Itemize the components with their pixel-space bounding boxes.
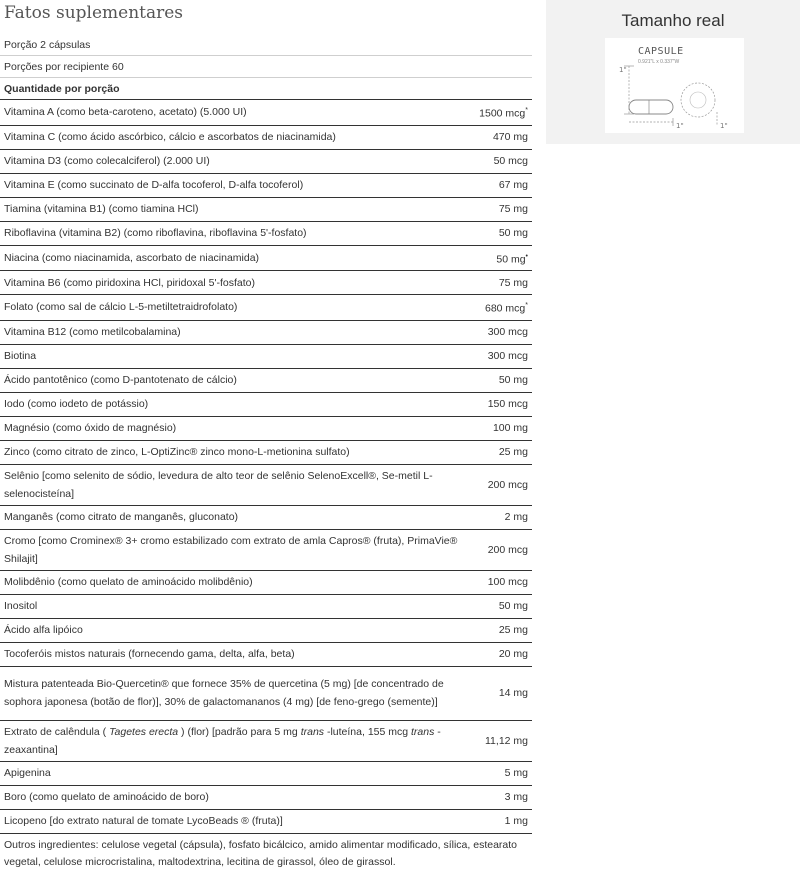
nutrient-name: Cromo [como Crominex® 3+ cromo estabilizado com extrato de amla Capros® (fruta), PrimaVie® Shilajit]	[0, 529, 462, 570]
nutrient-name: Apigenina	[0, 761, 462, 785]
nutrient-amount	[462, 529, 532, 570]
footnote-mark: •	[525, 252, 528, 260]
nutrient-name: Vitamina B6 (como piridoxina HCl, piridoxal 5'-fosfato)	[0, 271, 462, 295]
nutrient-amount	[462, 320, 532, 344]
servings-per-container: Porções por recipiente 60	[0, 56, 532, 78]
nutrient-name: Zinco (como citrato de zinco, L-OptiZinc® zinco mono-L-metionina sulfato)	[0, 440, 462, 464]
nutrient-row	[0, 295, 532, 321]
nutrient-amount	[462, 368, 532, 392]
nutrient-row	[0, 720, 532, 761]
nutrient-row	[0, 785, 532, 809]
footnote-mark: *	[525, 107, 528, 114]
nutrient-name: Tiamina (vitamina B1) (como tiamina HCl)	[0, 197, 462, 221]
capsule-end-icon	[681, 83, 715, 117]
nutrient-amount	[462, 149, 532, 173]
nutrient-name: Extrato de calêndula ( Tagetes erecta ) (flor) [padrão para 5 mg trans -luteína, 155 mcg trans -zeaxantina]	[0, 720, 462, 761]
nutrient-amount	[462, 570, 532, 594]
nutrient-amount	[462, 809, 532, 833]
dim-side-label: 1"	[619, 66, 627, 74]
nutrient-amount	[462, 618, 532, 642]
nutrient-name: Vitamina C (como ácido ascórbico, cálcio e ascorbatos de niacinamida)	[0, 125, 462, 149]
nutrient-name: Selênio [como selenito de sódio, levedura de alto teor de selênio SelenoExcell®, Se-metil L-selenocisteína]	[0, 464, 462, 505]
nutrient-name: Vitamina D3 (como colecalciferol) (2.000 UI)	[0, 149, 462, 173]
amount-value: 100 mcg	[487, 576, 528, 588]
nutrient-amount	[462, 344, 532, 368]
nutrient-amount	[462, 392, 532, 416]
nutrient-amount	[462, 173, 532, 197]
amount-value: 2 mg	[504, 511, 528, 523]
actual-size-title: Tamanho real	[621, 11, 725, 30]
amount-value: 3 mg	[504, 791, 528, 803]
nutrient-name: Ácido pantotênico (como D-pantotenato de cálcio)	[0, 368, 462, 392]
nutrient-name: Licopeno [do extrato natural de tomate LycoBeads ® (fruta)]	[0, 809, 462, 833]
amount-value: 20 mg	[498, 648, 528, 660]
amount-value: 300 mcg	[487, 326, 528, 338]
amount-value: 50 mcg	[493, 155, 528, 167]
nutrient-row	[0, 368, 532, 392]
amount-value: 25 mg	[498, 446, 528, 458]
nutrient-name: Biotina	[0, 344, 462, 368]
actual-size-panel	[546, 0, 800, 144]
amount-value: 11,12 mg	[485, 734, 528, 747]
nutrient-name: Magnésio (como óxido de magnésio)	[0, 416, 462, 440]
nutrient-row	[0, 392, 532, 416]
nutrient-name: Iodo (como iodeto de potássio)	[0, 392, 462, 416]
amount-value: 1500 mcg	[479, 107, 526, 120]
facts-title: Fatos suplementares	[4, 3, 184, 23]
nutrient-row	[0, 464, 532, 505]
nutrient-amount	[462, 197, 532, 221]
amount-value: 5 mg	[504, 767, 528, 779]
nutrient-amount	[462, 295, 532, 321]
amount-value: 1 mg	[504, 815, 528, 827]
capsule-illustration	[605, 38, 744, 133]
nutrient-amount	[462, 761, 532, 785]
nutrient-name: Niacina (como niacinamida, ascorbato de niacinamida)	[0, 245, 462, 271]
nutrient-row	[0, 570, 532, 594]
nutrient-name: Molibdênio (como quelato de aminoácido molibdênio)	[0, 570, 462, 594]
amount-value: 75 mg	[498, 276, 528, 289]
amount-value: 50 mg	[498, 227, 528, 239]
amount-value: 67 mg	[498, 179, 528, 191]
capsule-pill-icon	[629, 100, 673, 114]
nutrient-row	[0, 221, 532, 245]
nutrient-row	[0, 809, 532, 833]
nutrient-amount	[462, 440, 532, 464]
nutrient-row	[0, 529, 532, 570]
nutrient-row	[0, 245, 532, 271]
nutrient-amount	[462, 271, 532, 295]
nutrient-row	[0, 173, 532, 197]
nutrient-row	[0, 416, 532, 440]
nutrient-name: Mistura patenteada Bio-Quercetin® que fornece 35% de quercetina (5 mg) [de concentrado de sophora japonesa (botão de flor)], 30% de galactomananos (4 mg) [de feno-grego (semente)]	[0, 666, 462, 720]
nutrient-amount	[462, 100, 532, 125]
nutrient-amount	[462, 464, 532, 505]
nutrient-amount	[462, 642, 532, 666]
nutrient-row	[0, 100, 532, 125]
nutrient-row	[0, 149, 532, 173]
amount-value: 680 mcg	[484, 302, 526, 315]
amount-value: 470 mg	[492, 131, 528, 143]
nutrient-name: Ácido alfa lipóico	[0, 618, 462, 642]
nutrient-row	[0, 271, 532, 295]
nutrient-name: Tocoferóis mistos naturais (fornecendo gama, delta, alfa, beta)	[0, 642, 462, 666]
nutrient-row	[0, 320, 532, 344]
nutrient-amount	[462, 125, 532, 149]
capsule-dimensions: 0.921"L x 0.337"W	[638, 59, 680, 65]
amount-value: 14 mg	[498, 687, 528, 699]
amount-value: 200 mcg	[487, 478, 528, 491]
nutrient-row	[0, 666, 532, 720]
nutrient-name: Vitamina E (como succinato de D-alfa tocoferol, D-alfa tocoferol)	[0, 173, 462, 197]
nutrient-row	[0, 642, 532, 666]
nutrient-amount	[462, 666, 532, 720]
nutrient-name: Inositol	[0, 594, 462, 618]
nutrient-row	[0, 197, 532, 221]
dim-width-label: 1"	[720, 122, 728, 130]
nutrient-row	[0, 594, 532, 618]
nutrient-amount	[462, 594, 532, 618]
nutrient-table	[0, 100, 532, 834]
footnote-mark: *	[525, 302, 528, 309]
nutrient-amount	[462, 720, 532, 761]
amount-value: 50 mg	[498, 374, 528, 386]
nutrient-amount	[462, 785, 532, 809]
nutrient-row	[0, 505, 532, 529]
nutrient-name: Vitamina A (como beta-caroteno, acetato) (5.000 UI)	[0, 100, 462, 125]
amount-value: 50 mg	[498, 600, 528, 612]
other-ingredients: Outros ingredientes: celulose vegetal (cápsula), fosfato bicálcico, amido alimentar modificado, sílica, estearato vegetal, celulose microcristalina, maltodextrina, lecitina de girassol, óleo de girassol.	[4, 838, 518, 868]
amount-value: 200 mcg	[487, 543, 528, 556]
nutrient-row	[0, 618, 532, 642]
nutrient-name: Manganês (como citrato de manganês, gluconato)	[0, 505, 462, 529]
nutrient-amount	[462, 505, 532, 529]
nutrient-row	[0, 440, 532, 464]
nutrient-row	[0, 761, 532, 785]
nutrient-name: Boro (como quelato de aminoácido de boro)	[0, 785, 462, 809]
amount-value: 50 mg	[496, 253, 526, 265]
nutrient-row	[0, 344, 532, 368]
amount-value: 25 mg	[498, 624, 528, 636]
nutrient-name: Riboflavina (vitamina B2) (como riboflavina, riboflavina 5'-fosfato)	[0, 221, 462, 245]
nutrient-row	[0, 125, 532, 149]
nutrient-amount	[462, 221, 532, 245]
amount-value: 100 mg	[492, 422, 528, 434]
amount-value: 75 mg	[498, 203, 528, 215]
nutrient-name: Folato (como sal de cálcio L-5-metiltetraidrofolato)	[0, 295, 462, 321]
amount-value: 150 mcg	[487, 398, 528, 410]
nutrient-name: Vitamina B12 (como metilcobalamina)	[0, 320, 462, 344]
amount-value: 300 mcg	[487, 350, 528, 362]
nutrient-amount	[462, 245, 532, 271]
dim-length-label: 1"	[676, 122, 684, 130]
capsule-drawing	[605, 38, 744, 133]
nutrient-amount	[462, 416, 532, 440]
serving-size: Porção 2 cápsulas	[0, 34, 532, 56]
capsule-label: CAPSULE	[638, 46, 684, 57]
amount-per-serving-header: Quantidade por porção	[0, 78, 532, 100]
